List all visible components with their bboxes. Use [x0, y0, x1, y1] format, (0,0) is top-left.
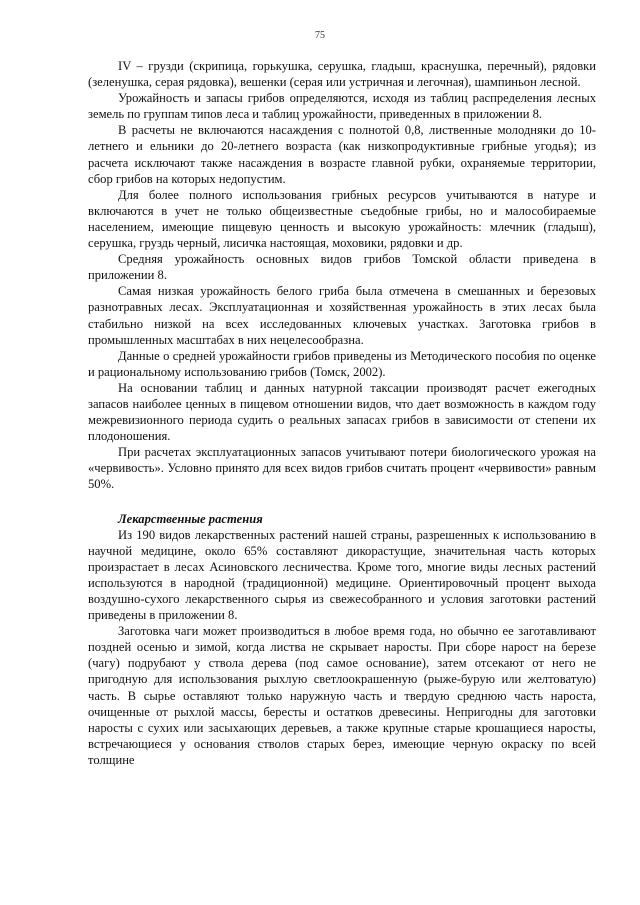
paragraph: Самая низкая урожайность белого гриба была отмечена в смешанных и березовых разнотравных лесах. Эксплуатационная и хозяйственная урожайность в этих лесах была стабильно низкой на всех исследованных ключевых участках. Заготовка грибов в промышленных масштабах в них нецелесообразна.: [88, 284, 596, 347]
section-spacer: [88, 493, 596, 511]
paragraph: Из 190 видов лекарственных растений нашей страны, разрешенных к использованию в научной медицине, около 65% составляют дикорастущие, значительная часть которых произрастает в лесах Асиновского лесничества. Кроме того, многие виды лесных растений используются в народной (традиционной) медицине. Ориентировочный процент выхода воздушно-сухого лекарственного сырья из свежесобранного и условия заготовки растений приведены в приложении 8.: [88, 527, 596, 623]
paragraph: Урожайность и запасы грибов определяются, исходя из таблиц распределения лесных земель по группам типов леса и таблиц урожайности, приведенных в приложении 8.: [88, 91, 596, 122]
paragraph: На основании таблиц и данных натурной таксации производят расчет ежегодных запасов наиболее ценных в пищевом отношении видов, что дает возможность в каждом году межревизионного периода судить о реальных запасах грибов в зависимости от степени их плодоношения.: [88, 380, 596, 444]
page-number: 75: [315, 30, 325, 41]
page-content: [88, 58, 596, 768]
paragraph: Данные о средней урожайности грибов приведены из Методического пособия по оценке и рациональному использованию грибов (Томск, 2002).: [88, 348, 596, 379]
paragraph: При расчетах эксплуатационных запасов учитывают потери биологического урожая на «червивость». Условно принято для всех видов грибов считать процент «червивости» равным 50%.: [88, 445, 596, 492]
paragraph: В расчеты не включаются насаждения с полнотой 0,8, лиственные молодняки до 10-летнего и ельники до 20-летнего возраста (как низкопродуктивные грибные угодья); из расчета исключают также насаждения в возрасте главной рубки, охраняемые территории, сбор грибов на которых недопустим.: [88, 123, 596, 186]
section-heading: Лекарственные растения: [118, 511, 263, 526]
paragraph: IV – грузди (скрипица, горькушка, серушка, гладыш, краснушка, перечный), рядовки (зеленушка, серая рядовка), вешенки (серая или устричная и легочная), шампиньон лесной.: [88, 59, 596, 90]
paragraph: Средняя урожайность основных видов грибов Томской области приведена в приложении 8.: [88, 252, 596, 283]
paragraph: Заготовка чаги может производиться в любое время года, но обычно ее заготавливают поздней осенью и зимой, когда листва не скрывает наросты. При сборе нарост на березе (чагу) подрубают у ствола дерева (под самое основание), затем отсекают от него не пригодную для использования рыхлую светлоокрашенную (рыже-бурую или желтоватую) часть. В сырье оставляют только наружную часть и твердую среднюю часть нароста, очищенные от рыхлой массы, бересты и остатков древесины. Непригодны для заготовки наросты с сухих или засыхающих деревьев, а также крупные старые крошащиеся наросты, встречающиеся у основания стволов старых берез, имеющие черную окраску по всей толщине: [88, 624, 596, 767]
paragraph: Для более полного использования грибных ресурсов учитываются в натуре и включаются в учет не только общеизвестные съедобные грибы, но и малособираемые населением, имеющие пищевую ценность и высокую урожайность: млечник (гладыш), серушка, груздь черный, лисичка настоящая, моховики, рядовки и др.: [88, 187, 596, 251]
